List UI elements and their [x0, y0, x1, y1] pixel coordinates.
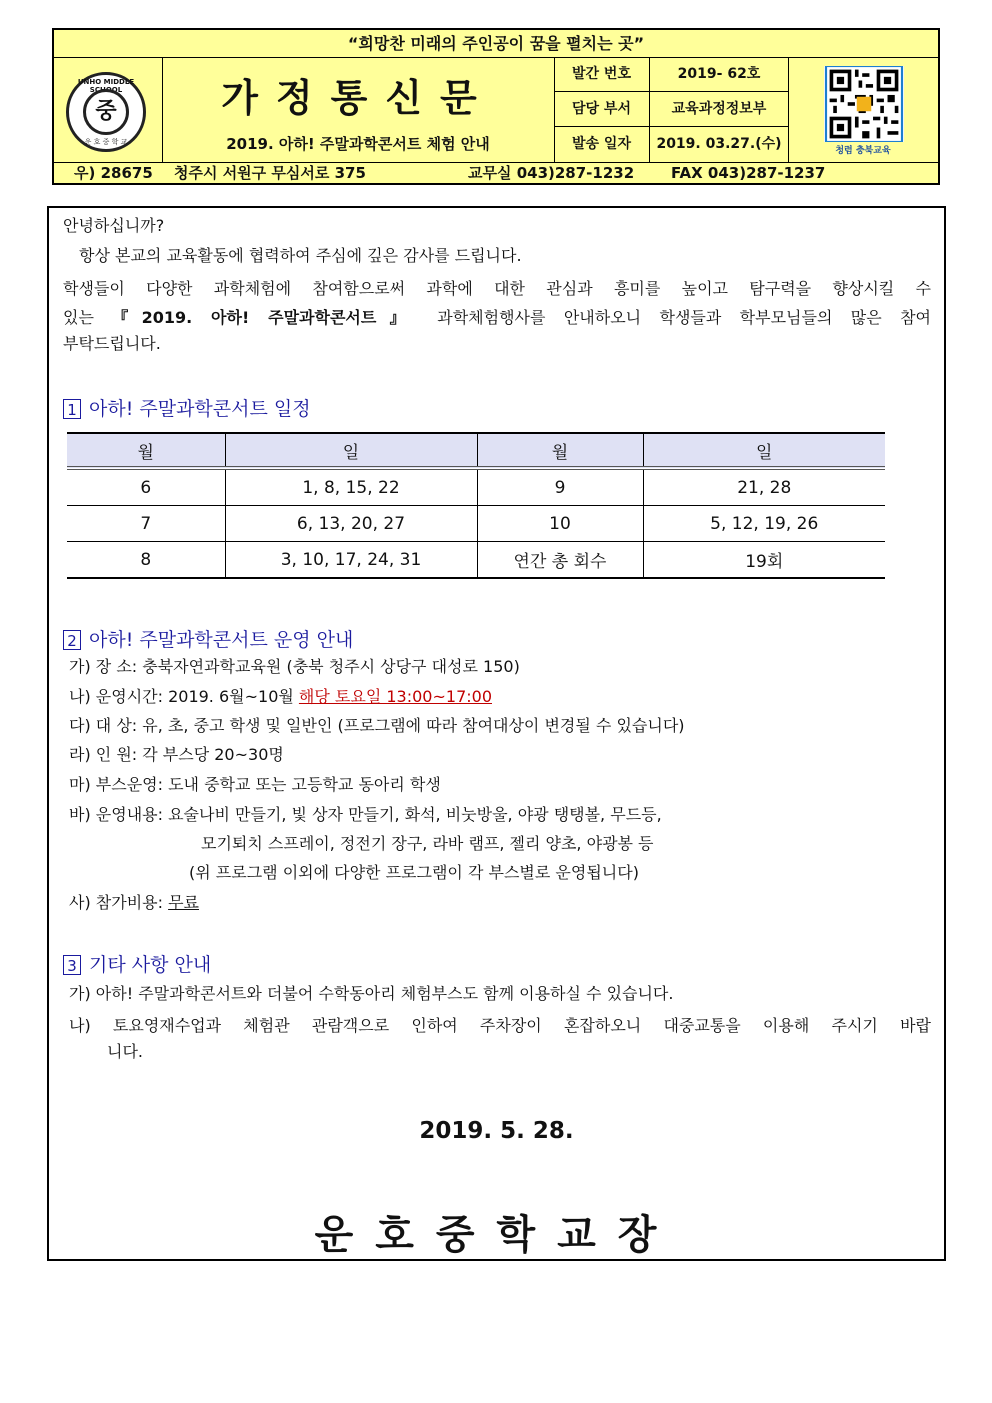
intro-line-2-start: 있는: [63, 308, 94, 327]
school-motto: “희망찬 미래의 주인공이 꿈을 펼치는 곳”: [54, 30, 938, 58]
table-header-row: [67, 433, 885, 468]
table-row: [67, 468, 885, 506]
section-title: 기타 사항 안내: [89, 954, 212, 976]
issue-date: 2019. 5. 28.: [419, 1118, 574, 1144]
info-target: 다) 대 상: 유, 초, 중고 학생 및 일반인 (프로그램에 따라 참여대상이 변경될 수 있습니다): [69, 716, 685, 735]
thanks-line: 항상 본교의 교육활동에 협력하여 주심에 깊은 감사를 드립니다.: [79, 246, 522, 265]
greeting: 안녕하십니까?: [63, 216, 165, 235]
column-header: 월: [477, 433, 643, 468]
info-time-highlight: 해당 토요일 13:00~17:00: [298, 687, 492, 706]
section-title: 아하! 주말과학콘서트 일정: [89, 398, 311, 420]
info-fee: [69, 893, 199, 913]
newsletter-header: [52, 28, 940, 185]
section-1-heading: [63, 394, 311, 421]
info-value: 2019. 03.27.(수): [656, 136, 782, 152]
table-cell: 19회: [643, 542, 885, 579]
street-address: 청주시 서원구 무심서로 375: [174, 164, 366, 182]
table-cell: 7: [67, 506, 225, 542]
info-content-3: (위 프로그램 이외에 다양한 프로그램이 각 부스별로 운영됩니다): [189, 863, 639, 882]
page-title: 가정통신문: [221, 76, 495, 120]
intro-line-3: 부탁드립니다.: [63, 334, 161, 353]
info-label: 담당 부서: [554, 92, 650, 127]
page-subtitle: 2019. 아하! 주말과학콘서트 체험 안내: [226, 135, 490, 153]
event-name: 『2019. 아하! 주말과학콘서트』: [112, 308, 419, 327]
section-number: 1: [63, 399, 81, 419]
note-2: 나) 토요영재수업과 체험관 관람객으로 인하여 주차장이 혼잡하오니 대중교통을 이용해 주시기 바랍: [69, 1016, 931, 1035]
info-content-1: 바) 운영내용: 요술나비 만들기, 빛 상자 만들기, 화석, 비눗방울, 야광 탱탱볼, 무드등,: [69, 805, 662, 824]
note-2-continued: 니다.: [107, 1042, 143, 1061]
principal-signature: 운호중학교장: [314, 1212, 679, 1258]
column-header: 일: [643, 433, 885, 468]
column-header: 일: [225, 433, 477, 468]
info-time: [69, 687, 492, 707]
section-number: 3: [63, 955, 81, 975]
info-fee-label: 사) 참가비용:: [69, 893, 169, 912]
table-cell: 5, 12, 19, 26: [643, 506, 885, 542]
table-cell: 9: [477, 468, 643, 506]
column-header: 월: [67, 433, 225, 468]
info-content-2: 모기퇴치 스프레이, 정전기 장구, 라바 램프, 젤리 양초, 야광봉 등: [201, 834, 654, 853]
letter-body: [47, 206, 946, 1261]
info-staff: 라) 인 원: 각 부스당 20~30명: [69, 745, 284, 764]
logo-ring-bottom-text: 운 호 중 학 교: [84, 138, 128, 146]
note-1: 가) 아하! 주말과학콘서트와 더불어 수학동아리 체험부스도 함께 이용하실 수 있습니다.: [69, 984, 674, 1003]
info-label: 발송 일자: [554, 127, 650, 162]
logo-ring-text: UNHO MIDDLE SCHOOL: [77, 78, 135, 94]
logo-emblem: 중: [83, 89, 129, 135]
table-cell: 3, 10, 17, 24, 31: [225, 542, 477, 579]
table-row: [67, 542, 885, 579]
section-3-heading: [63, 950, 211, 977]
table-cell: 연간 총 회수: [477, 542, 643, 579]
info-value: 2019- 62호: [677, 66, 761, 82]
intro-line-2: [63, 305, 931, 328]
table-cell: 6: [67, 468, 225, 506]
section-2-heading: [63, 625, 353, 652]
table-cell: 8: [67, 542, 225, 579]
section-number: 2: [63, 630, 81, 650]
qr-code-icon[interactable]: [824, 66, 904, 142]
info-label: 발간 번호: [554, 57, 650, 92]
office-phone: 교무실 043)287-1232: [468, 164, 635, 182]
info-booth: 마) 부스운영: 도내 중학교 또는 고등학교 동아리 학생: [69, 775, 441, 794]
logo-cell: [54, 57, 163, 162]
qr-caption: 청렴 충북교육: [835, 146, 891, 156]
table-row: [67, 506, 885, 542]
table-cell: 1, 8, 15, 22: [225, 468, 477, 506]
info-place: 가) 장 소: 충북자연과학교육원 (충북 청주시 상당구 대성로 150): [69, 657, 520, 676]
info-time-label: 나) 운영시간: 2019. 6월~10월: [69, 687, 299, 706]
info-row-department: [554, 92, 788, 127]
school-logo: [66, 72, 146, 152]
info-value: 교육과정정보부: [671, 101, 767, 117]
title-cell: [162, 57, 555, 162]
intro-line-2-end: 과학체험행사를 안내하오니 학생들과 학부모님들의 많은 참여: [437, 308, 931, 327]
table-cell: 21, 28: [643, 468, 885, 506]
school-address: [54, 162, 938, 184]
fax-number: FAX 043)287-1237: [671, 164, 826, 182]
intro-line-1: 학생들이 다양한 과학체험에 참여함으로써 과학에 대한 관심과 흥미를 높이고 탐구력을 향상시킬 수: [63, 279, 931, 298]
table-cell: 6, 13, 20, 27: [225, 506, 477, 542]
zip-code: 우) 28675: [74, 164, 153, 182]
table-cell: 10: [477, 506, 643, 542]
info-fee-value: 무료: [168, 893, 200, 912]
info-row-issue-number: [554, 57, 788, 92]
schedule-table: [67, 432, 885, 579]
qr-cell: [788, 57, 938, 162]
issue-info: [554, 57, 789, 162]
info-row-send-date: [554, 127, 788, 162]
section-title: 아하! 주말과학콘서트 운영 안내: [89, 629, 354, 651]
